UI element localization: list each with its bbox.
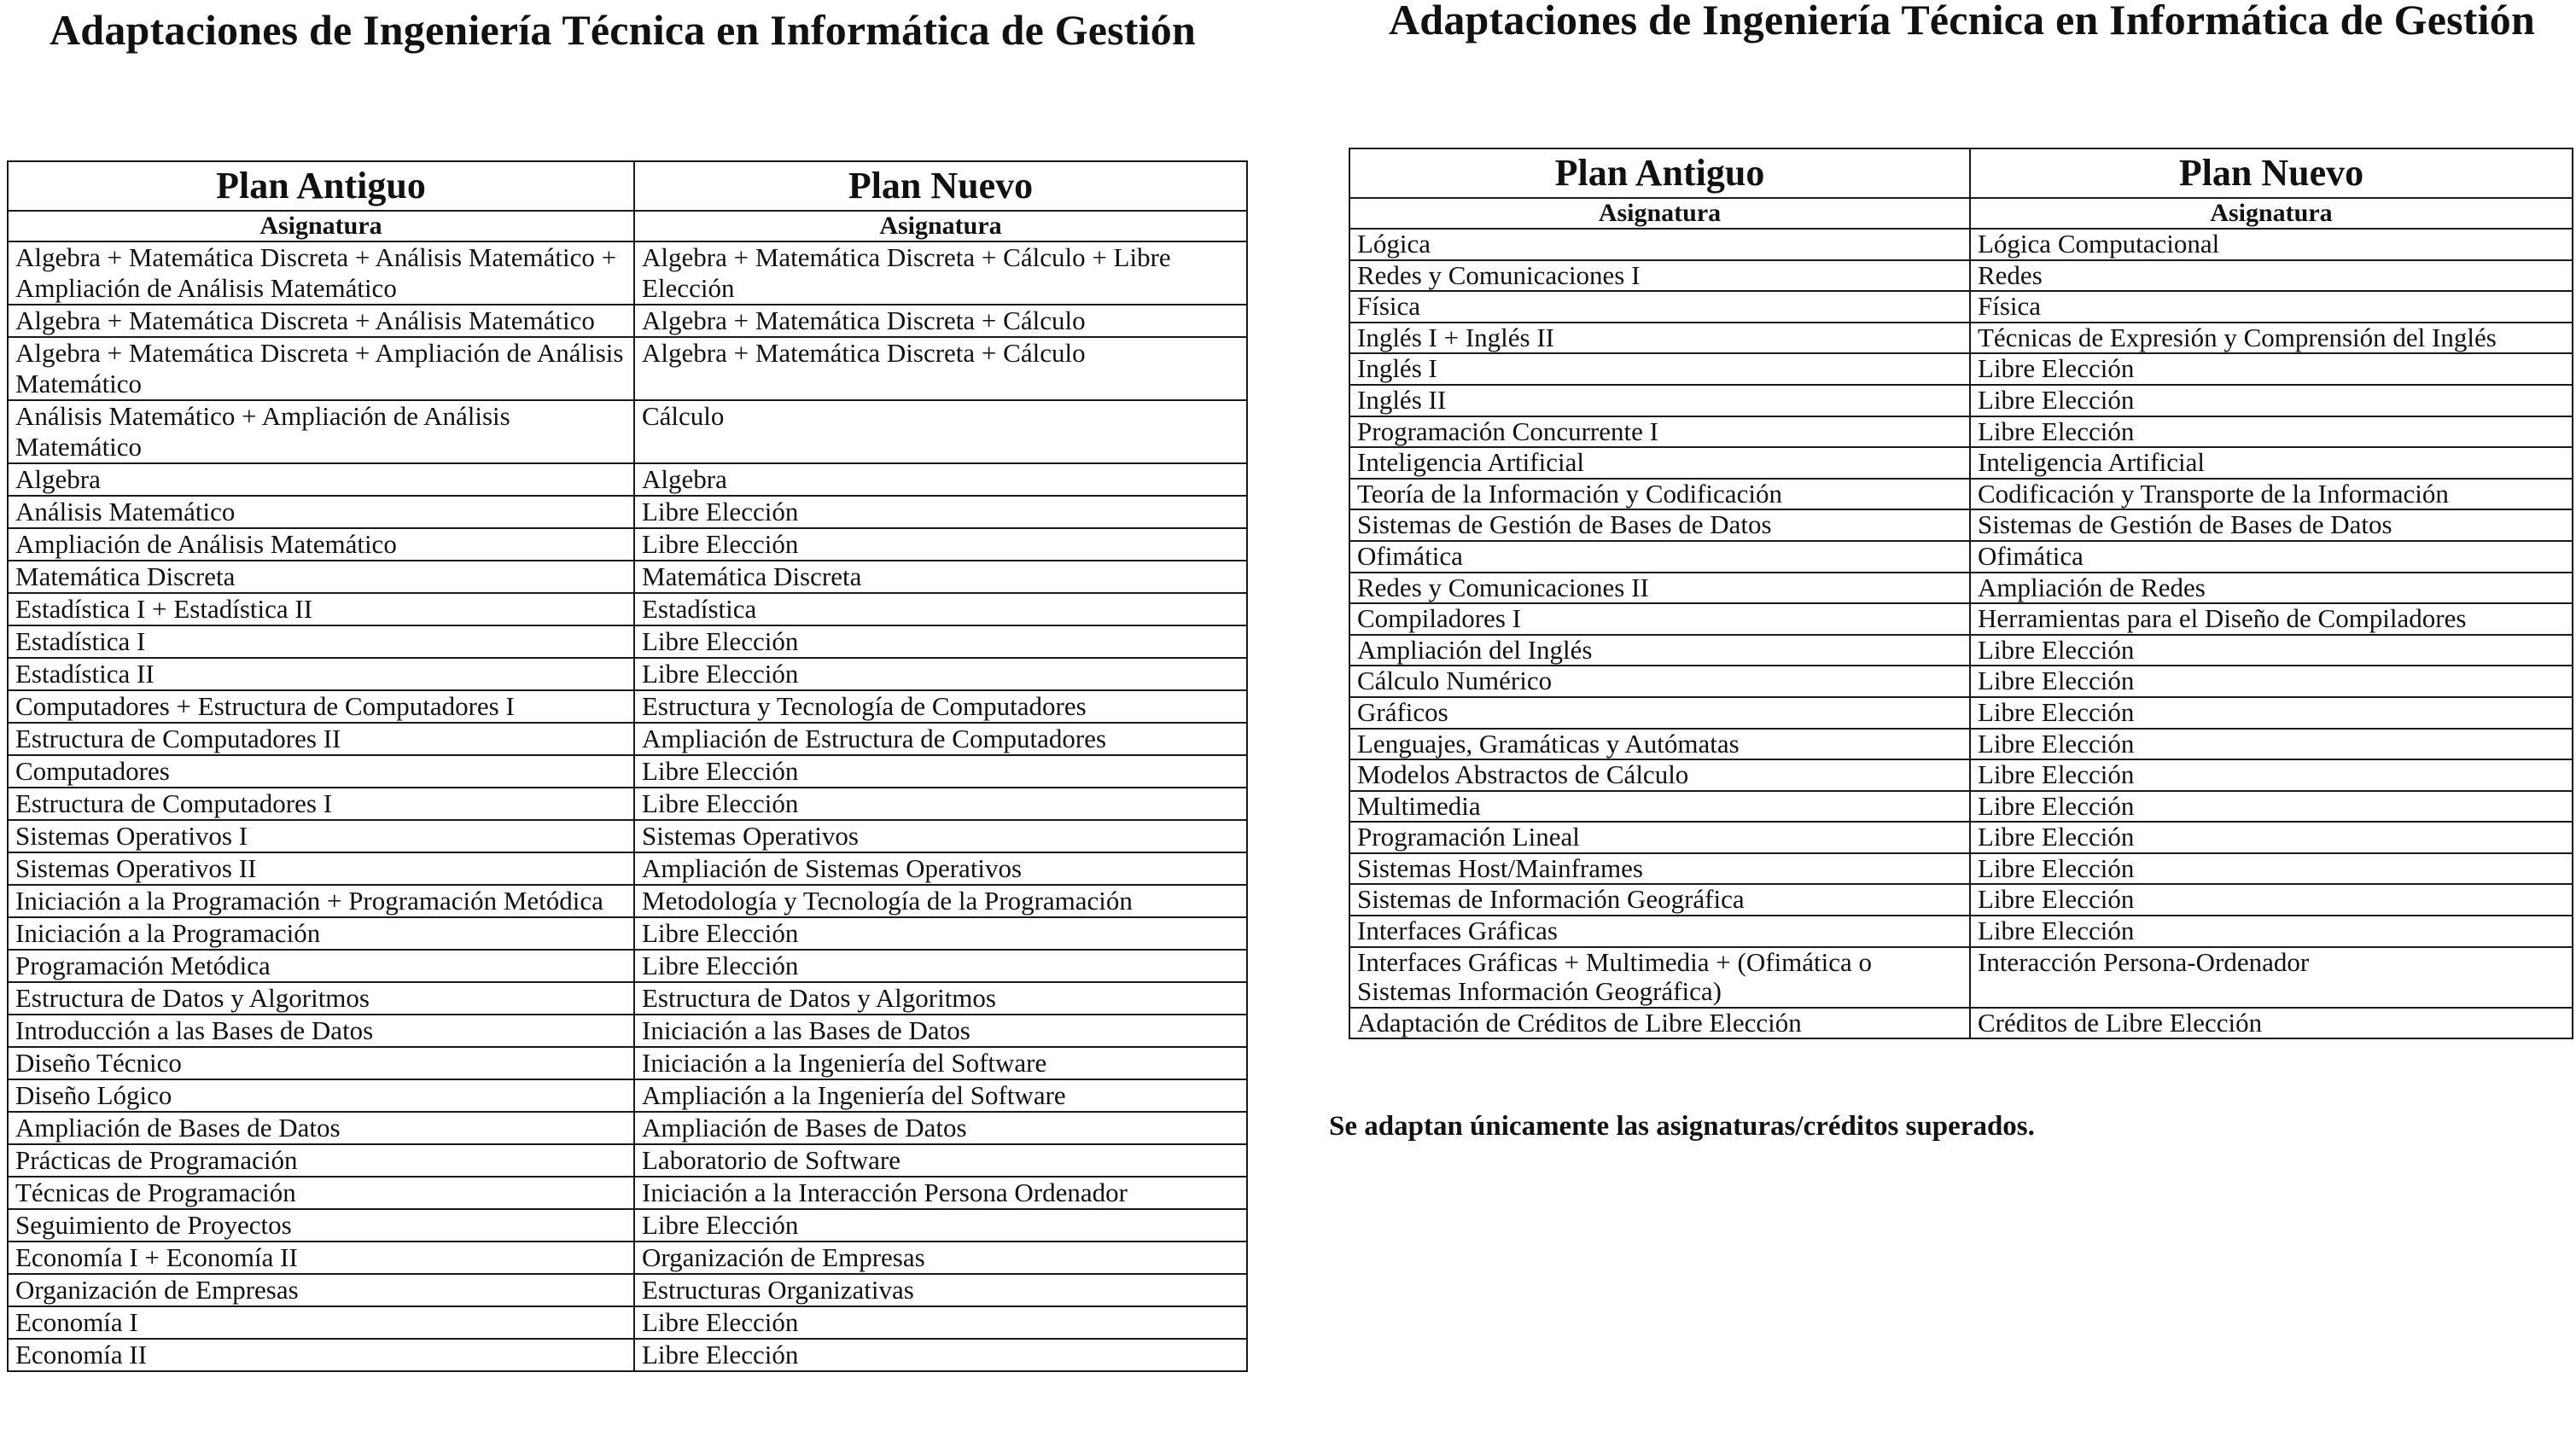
new-plan-subject-cell: Libre Elección xyxy=(1970,416,2573,448)
new-plan-subject-cell: Algebra + Matemática Discreta + Cálculo xyxy=(634,337,1247,400)
old-plan-subject-cell: Sistemas Host/Mainframes xyxy=(1349,853,1970,885)
table-row xyxy=(8,1047,1247,1079)
new-plan-subject-cell: Redes xyxy=(1970,260,2573,292)
old-plan-subject-cell: Sistemas de Gestión de Bases de Datos xyxy=(1349,509,1970,541)
new-plan-subject-cell: Libre Elección xyxy=(1970,822,2573,853)
new-plan-subject-cell: Ampliación de Estructura de Computadores xyxy=(634,723,1247,755)
table-row xyxy=(8,305,1247,337)
old-plan-subject-cell: Compiladores I xyxy=(1349,603,1970,635)
table-row xyxy=(1349,666,2573,697)
table-row xyxy=(1349,416,2573,448)
new-plan-subject-cell: Libre Elección xyxy=(1970,697,2573,729)
table-row xyxy=(1349,759,2573,791)
table-row xyxy=(8,1339,1247,1371)
new-plan-subject-cell: Libre Elección xyxy=(634,528,1247,561)
old-plan-subject-cell: Gráficos xyxy=(1349,697,1970,729)
table-row xyxy=(8,463,1247,496)
new-plan-subject-cell: Libre Elección xyxy=(1970,791,2573,823)
table-row xyxy=(8,788,1247,820)
new-plan-subject-cell: Algebra xyxy=(634,463,1247,496)
table-row xyxy=(8,337,1247,400)
old-plan-subject-cell: Iniciación a la Programación + Programación Metódica xyxy=(8,885,634,917)
new-plan-subject-cell: Libre Elección xyxy=(1970,884,2573,916)
new-plan-subject-cell: Libre Elección xyxy=(634,658,1247,690)
old-plan-subject-cell: Inglés I + Inglés II xyxy=(1349,323,1970,354)
table-row xyxy=(1349,884,2573,916)
table-row xyxy=(8,1079,1247,1112)
new-plan-subject-cell: Sistemas de Gestión de Bases de Datos xyxy=(1970,509,2573,541)
adaptation-rows-right xyxy=(1349,229,2573,1038)
old-plan-subject-cell: Ampliación del Inglés xyxy=(1349,635,1970,666)
old-plan-subject-cell: Programación Concurrente I xyxy=(1349,416,1970,448)
table-row xyxy=(8,241,1247,305)
table-row xyxy=(8,1306,1247,1339)
old-plan-subject-cell: Cálculo Numérico xyxy=(1349,666,1970,697)
table-row xyxy=(8,1112,1247,1144)
new-plan-subject-cell: Libre Elección xyxy=(1970,729,2573,760)
table-row xyxy=(1349,353,2573,385)
new-plan-subject-cell: Libre Elección xyxy=(1970,916,2573,947)
subheader-row xyxy=(1349,198,2573,229)
old-plan-subject-cell: Estructura de Computadores II xyxy=(8,723,634,755)
old-plan-subject-cell: Organización de Empresas xyxy=(8,1274,634,1306)
new-plan-subject-cell: Estructura de Datos y Algoritmos xyxy=(634,982,1247,1015)
old-plan-subject-cell: Algebra + Matemática Discreta + Análisis Matemático + Ampliación de Análisis Matemático xyxy=(8,241,634,305)
old-plan-subject-cell: Modelos Abstractos de Cálculo xyxy=(1349,759,1970,791)
new-plan-subject-cell: Libre Elección xyxy=(1970,353,2573,385)
old-plan-subject-cell: Diseño Lógico xyxy=(8,1079,634,1112)
old-plan-subject-cell: Economía II xyxy=(8,1339,634,1371)
table-row xyxy=(1349,509,2573,541)
old-plan-subject-cell: Ampliación de Análisis Matemático xyxy=(8,528,634,561)
new-plan-subject-cell: Ofimática xyxy=(1970,541,2573,573)
old-plan-subject-cell: Teoría de la Información y Codificación xyxy=(1349,479,1970,510)
subject-header-new: Asignatura xyxy=(634,211,1247,241)
old-plan-subject-cell: Estadística I xyxy=(8,625,634,658)
table-row xyxy=(8,561,1247,593)
table-row xyxy=(1349,697,2573,729)
table-row xyxy=(8,1242,1247,1274)
new-plan-subject-cell: Metodología y Tecnología de la Programación xyxy=(634,885,1247,917)
table-row xyxy=(1349,541,2573,573)
new-plan-subject-cell: Técnicas de Expresión y Comprensión del Inglés xyxy=(1970,323,2573,354)
table-row xyxy=(1349,947,2573,1008)
old-plan-subject-cell: Algebra + Matemática Discreta + Análisis Matemático xyxy=(8,305,634,337)
table-row xyxy=(8,1015,1247,1047)
old-plan-subject-cell: Análisis Matemático xyxy=(8,496,634,528)
header-row xyxy=(8,161,1247,211)
new-plan-subject-cell: Libre Elección xyxy=(1970,635,2573,666)
new-plan-subject-cell: Codificación y Transporte de la Información xyxy=(1970,479,2573,510)
table-row xyxy=(1349,853,2573,885)
table-row xyxy=(1349,573,2573,604)
adaptation-table-left xyxy=(7,160,1248,1372)
old-plan-subject-cell: Interfaces Gráficas xyxy=(1349,916,1970,947)
table-row xyxy=(8,917,1247,950)
new-plan-subject-cell: Libre Elección xyxy=(634,496,1247,528)
table-row xyxy=(8,528,1247,561)
table-row xyxy=(8,723,1247,755)
old-plan-subject-cell: Sistemas de Información Geográfica xyxy=(1349,884,1970,916)
table-row xyxy=(1349,822,2573,853)
old-plan-subject-cell: Análisis Matemático + Ampliación de Análisis Matemático xyxy=(8,400,634,463)
old-plan-subject-cell: Computadores + Estructura de Computadores I xyxy=(8,690,634,723)
old-plan-subject-cell: Lenguajes, Gramáticas y Autómatas xyxy=(1349,729,1970,760)
old-plan-subject-cell: Adaptación de Créditos de Libre Elección xyxy=(1349,1008,1970,1039)
old-plan-subject-cell: Diseño Técnico xyxy=(8,1047,634,1079)
table-row xyxy=(1349,916,2573,947)
table-row xyxy=(8,658,1247,690)
table-row xyxy=(8,1209,1247,1242)
old-plan-subject-cell: Interfaces Gráficas + Multimedia + (Ofimática o Sistemas Información Geográfica) xyxy=(1349,947,1970,1008)
new-plan-subject-cell: Matemática Discreta xyxy=(634,561,1247,593)
table-row xyxy=(1349,291,2573,323)
new-plan-subject-cell: Lógica Computacional xyxy=(1970,229,2573,260)
table-row xyxy=(1349,323,2573,354)
new-plan-subject-cell: Libre Elección xyxy=(1970,759,2573,791)
new-plan-subject-cell: Iniciación a la Interacción Persona Ordenador xyxy=(634,1177,1247,1209)
new-plan-subject-cell: Laboratorio de Software xyxy=(634,1144,1247,1177)
new-plan-subject-cell: Ampliación de Redes xyxy=(1970,573,2573,604)
old-plan-subject-cell: Inglés I xyxy=(1349,353,1970,385)
table-row xyxy=(8,496,1247,528)
old-plan-subject-cell: Matemática Discreta xyxy=(8,561,634,593)
old-plan-subject-cell: Introducción a las Bases de Datos xyxy=(8,1015,634,1047)
old-plan-subject-cell: Prácticas de Programación xyxy=(8,1144,634,1177)
old-plan-subject-cell: Ampliación de Bases de Datos xyxy=(8,1112,634,1144)
page-title-left: Adaptaciones de Ingeniería Técnica en Informática de Gestión xyxy=(50,6,1196,54)
new-plan-subject-cell: Libre Elección xyxy=(634,950,1247,982)
adaptation-table-right xyxy=(1349,148,2573,1039)
subject-header-old: Asignatura xyxy=(8,211,634,241)
old-plan-subject-cell: Multimedia xyxy=(1349,791,1970,823)
new-plan-subject-cell: Interacción Persona-Ordenador xyxy=(1970,947,2573,1008)
subject-header-old: Asignatura xyxy=(1349,198,1970,229)
table-row xyxy=(1349,603,2573,635)
new-plan-subject-cell: Inteligencia Artificial xyxy=(1970,447,2573,479)
old-plan-subject-cell: Computadores xyxy=(8,755,634,788)
new-plan-subject-cell: Libre Elección xyxy=(634,788,1247,820)
old-plan-subject-cell: Redes y Comunicaciones II xyxy=(1349,573,1970,604)
table-row xyxy=(8,820,1247,852)
new-plan-subject-cell: Libre Elección xyxy=(1970,853,2573,885)
old-plan-subject-cell: Estructura de Computadores I xyxy=(8,788,634,820)
old-plan-subject-cell: Redes y Comunicaciones I xyxy=(1349,260,1970,292)
new-plan-subject-cell: Libre Elección xyxy=(1970,666,2573,697)
table-row xyxy=(8,885,1247,917)
table-row xyxy=(8,593,1247,625)
table-row xyxy=(8,1274,1247,1306)
old-plan-subject-cell: Iniciación a la Programación xyxy=(8,917,634,950)
new-plan-subject-cell: Física xyxy=(1970,291,2573,323)
old-plan-subject-cell: Estructura de Datos y Algoritmos xyxy=(8,982,634,1015)
new-plan-subject-cell: Estructura y Tecnología de Computadores xyxy=(634,690,1247,723)
adaptation-rows-left xyxy=(8,241,1247,1371)
new-plan-subject-cell: Algebra + Matemática Discreta + Cálculo + Libre Elección xyxy=(634,241,1247,305)
table-row xyxy=(1349,260,2573,292)
new-plan-header: Plan Nuevo xyxy=(1970,148,2573,198)
table-row xyxy=(1349,479,2573,510)
old-plan-subject-cell: Física xyxy=(1349,291,1970,323)
old-plan-subject-cell: Ofimática xyxy=(1349,541,1970,573)
table-row xyxy=(1349,635,2573,666)
new-plan-subject-cell: Libre Elección xyxy=(634,625,1247,658)
table-row xyxy=(8,852,1247,885)
new-plan-subject-cell: Iniciación a la Ingeniería del Software xyxy=(634,1047,1247,1079)
subject-header-new: Asignatura xyxy=(1970,198,2573,229)
old-plan-subject-cell: Programación Metódica xyxy=(8,950,634,982)
old-plan-subject-cell: Inteligencia Artificial xyxy=(1349,447,1970,479)
table-row xyxy=(8,400,1247,463)
old-plan-header: Plan Antiguo xyxy=(1349,148,1970,198)
old-plan-subject-cell: Algebra xyxy=(8,463,634,496)
new-plan-subject-cell: Iniciación a las Bases de Datos xyxy=(634,1015,1247,1047)
old-plan-subject-cell: Técnicas de Programación xyxy=(8,1177,634,1209)
new-plan-subject-cell: Ampliación a la Ingeniería del Software xyxy=(634,1079,1247,1112)
old-plan-subject-cell: Economía I xyxy=(8,1306,634,1339)
new-plan-header: Plan Nuevo xyxy=(634,161,1247,211)
new-plan-subject-cell: Créditos de Libre Elección xyxy=(1970,1008,2573,1039)
new-plan-subject-cell: Cálculo xyxy=(634,400,1247,463)
old-plan-header: Plan Antiguo xyxy=(8,161,634,211)
table-row xyxy=(1349,385,2573,416)
old-plan-subject-cell: Sistemas Operativos II xyxy=(8,852,634,885)
new-plan-subject-cell: Sistemas Operativos xyxy=(634,820,1247,852)
table-row xyxy=(8,755,1247,788)
page-title-right: Adaptaciones de Ingeniería Técnica en Informática de Gestión xyxy=(1389,0,2535,44)
new-plan-subject-cell: Libre Elección xyxy=(634,1209,1247,1242)
header-row xyxy=(1349,148,2573,198)
old-plan-subject-cell: Lógica xyxy=(1349,229,1970,260)
table-row xyxy=(1349,729,2573,760)
new-plan-subject-cell: Libre Elección xyxy=(634,755,1247,788)
new-plan-subject-cell: Algebra + Matemática Discreta + Cálculo xyxy=(634,305,1247,337)
table-row xyxy=(1349,1008,2573,1039)
old-plan-subject-cell: Seguimiento de Proyectos xyxy=(8,1209,634,1242)
new-plan-subject-cell: Organización de Empresas xyxy=(634,1242,1247,1274)
new-plan-subject-cell: Libre Elección xyxy=(1970,385,2573,416)
table-row xyxy=(1349,791,2573,823)
subheader-row xyxy=(8,211,1247,241)
table-row xyxy=(1349,447,2573,479)
old-plan-subject-cell: Estadística II xyxy=(8,658,634,690)
new-plan-subject-cell: Herramientas para el Diseño de Compiladores xyxy=(1970,603,2573,635)
new-plan-subject-cell: Libre Elección xyxy=(634,1339,1247,1371)
table-row xyxy=(8,690,1247,723)
table-row xyxy=(8,1177,1247,1209)
new-plan-subject-cell: Ampliación de Sistemas Operativos xyxy=(634,852,1247,885)
old-plan-subject-cell: Programación Lineal xyxy=(1349,822,1970,853)
table-row xyxy=(8,982,1247,1015)
table-row xyxy=(8,950,1247,982)
new-plan-subject-cell: Estructuras Organizativas xyxy=(634,1274,1247,1306)
table-row xyxy=(8,625,1247,658)
old-plan-subject-cell: Algebra + Matemática Discreta + Ampliación de Análisis Matemático xyxy=(8,337,634,400)
old-plan-subject-cell: Sistemas Operativos I xyxy=(8,820,634,852)
new-plan-subject-cell: Libre Elección xyxy=(634,1306,1247,1339)
new-plan-subject-cell: Ampliación de Bases de Datos xyxy=(634,1112,1247,1144)
old-plan-subject-cell: Estadística I + Estadística II xyxy=(8,593,634,625)
table-row xyxy=(8,1144,1247,1177)
old-plan-subject-cell: Economía I + Economía II xyxy=(8,1242,634,1274)
table-row xyxy=(1349,229,2573,260)
old-plan-subject-cell: Inglés II xyxy=(1349,385,1970,416)
new-plan-subject-cell: Estadística xyxy=(634,593,1247,625)
footnote: Se adaptan únicamente las asignaturas/créditos superados. xyxy=(1329,1111,2035,1142)
new-plan-subject-cell: Libre Elección xyxy=(634,917,1247,950)
